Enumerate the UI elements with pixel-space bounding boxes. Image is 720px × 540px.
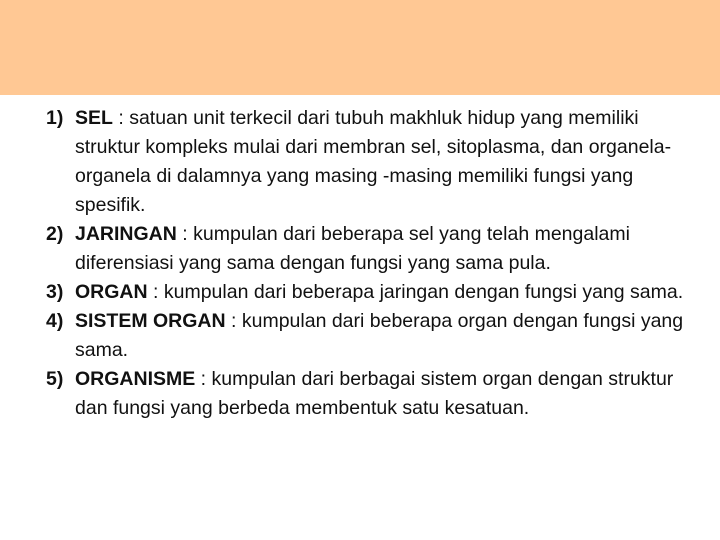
item-number: 1) — [46, 107, 64, 129]
list-item-organ — [46, 278, 696, 307]
list-item-sistem-organ — [46, 307, 696, 365]
list-item-sel — [46, 104, 696, 220]
item-number: 2) — [46, 223, 64, 245]
term-separator: : — [225, 310, 242, 332]
term-organisme: ORGANISME — [75, 368, 196, 390]
definition-list — [46, 104, 696, 423]
term-separator: : — [195, 368, 212, 390]
term-description: kumpulan dari beberapa organ dengan fungsi yang sama. — [75, 310, 684, 361]
item-text — [75, 104, 696, 220]
term-organ: ORGAN — [75, 281, 148, 303]
term-separator: : — [147, 281, 164, 303]
item-number: 3) — [46, 281, 64, 303]
item-number: 4) — [46, 310, 64, 332]
item-text — [75, 220, 696, 278]
item-number: 5) — [46, 368, 64, 390]
term-description: kumpulan dari beberapa jaringan dengan fungsi yang sama. — [163, 281, 684, 303]
slide-content — [46, 104, 696, 423]
item-text — [75, 365, 696, 423]
list-item-jaringan — [46, 220, 696, 278]
term-sistem-organ: SISTEM ORGAN — [75, 310, 226, 332]
item-text — [75, 307, 696, 365]
term-description: kumpulan dari beberapa sel yang telah mengalami diferensiasi yang sama dengan fungsi yang sama pula. — [75, 223, 630, 274]
item-text — [75, 278, 696, 307]
term-jaringan: JARINGAN — [75, 223, 177, 245]
list-item-organisme — [46, 365, 696, 423]
term-description: satuan unit terkecil dari tubuh makhluk hidup yang memiliki struktur kompleks mulai dari membran sel, sitoplasma, dan organela-organela di dalamnya yang masing -masing memiliki fungsi yang spesifik. — [75, 107, 672, 216]
term-separator: : — [176, 223, 194, 245]
header-band — [0, 0, 720, 95]
term-separator: : — [112, 107, 130, 129]
term-sel: SEL — [75, 107, 113, 129]
term-description: kumpulan dari berbagai sistem organ dengan struktur dan fungsi yang berbeda membentuk satu kesatuan. — [75, 368, 674, 419]
